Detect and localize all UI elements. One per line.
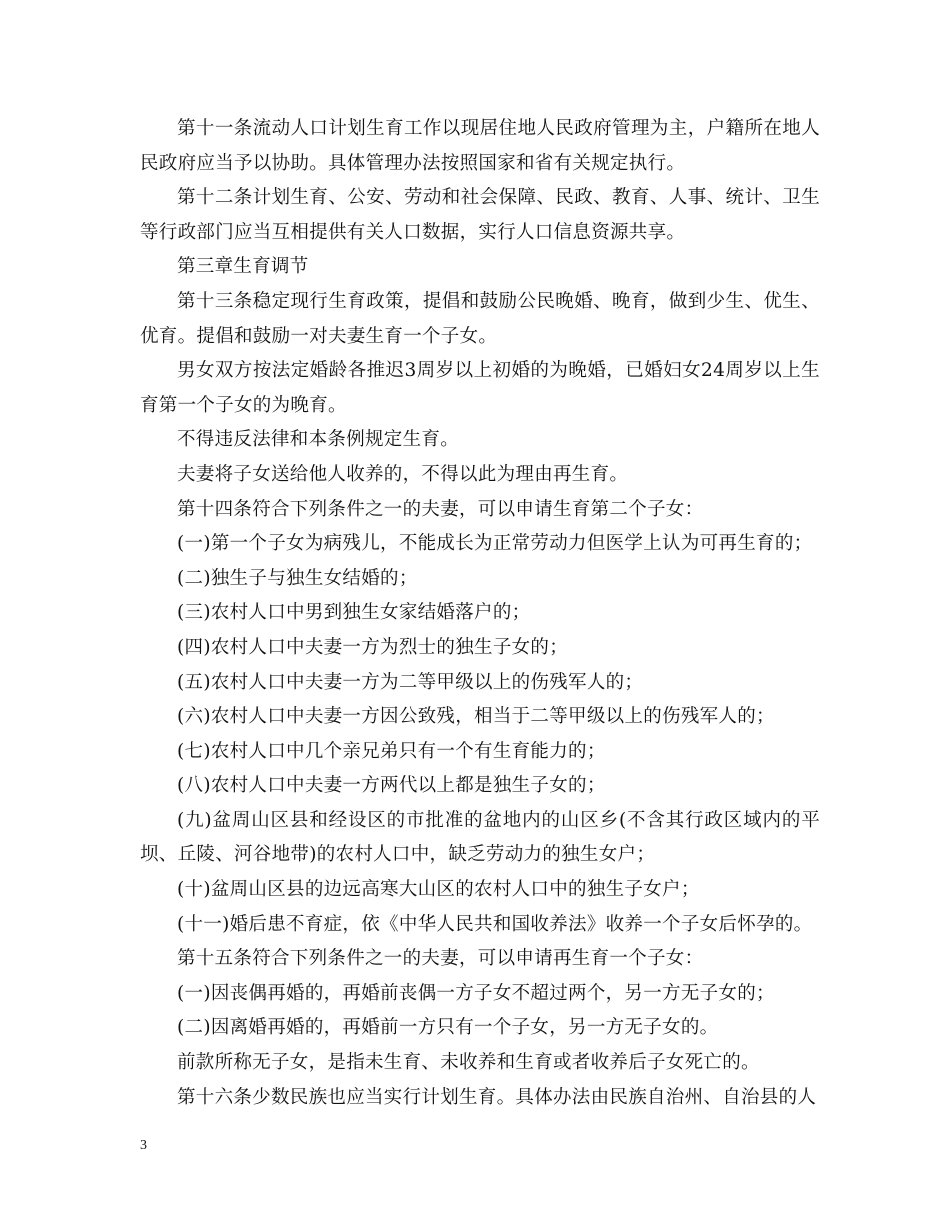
list-item: (十一)婚后患不育症，依《中华人民共和国收养法》收养一个子女后怀孕的。 (177, 913, 813, 935)
list-item: (五)农村人口中夫妻一方为二等甲级以上的伤残军人的； (177, 671, 644, 693)
list-item: (六)农村人口中夫妻一方因公致残，相当于二等甲级以上的伤残军人的； (177, 706, 775, 728)
list-item: (二)独生子与独生女结婚的； (177, 567, 418, 589)
list-item: (八)农村人口中夫妻一方两代以上都是独生子女的； (177, 775, 606, 797)
list-item: (四)农村人口中夫妻一方为烈士的独生子女的； (177, 636, 569, 658)
paragraph: 第十三条稳定现行生育政策，提倡和鼓励公民晚婚、晚育，做到少生、优生、优育。提倡和鼓励一对夫妻生育一个子女。 (140, 290, 820, 347)
list-item: (七)农村人口中几个亲兄弟只有一个有生育能力的； (177, 740, 606, 762)
list-item: (二)因离婚再婚的，再婚前一方只有一个子女，另一方无子女的。 (177, 1017, 719, 1039)
list-item: (九)盆周山区县和经设区的市批准的盆地内的山区乡(不含其行政区域内的平坝、丘陵、河谷地带)的农村人口中，缺乏劳动力的独生女户； (140, 809, 820, 866)
paragraph: 男女双方按法定婚龄各推迟3周岁以上初婚的为晚婚，已婚妇女24周岁以上生育第一个子女的为晚育。 (140, 360, 820, 416)
paragraph: 第十二条计划生育、公安、劳动和社会保障、民政、教育、人事、统计、卫生等行政部门应当互相提供有关人口数据，实行人口信息资源共享。 (140, 187, 820, 243)
list-item: (一)第一个子女为病残儿，不能成长为正常劳动力但医学上认为可再生育的； (177, 533, 813, 555)
list-item: (一)因丧偶再婚的，再婚前丧偶一方子女不超过两个，另一方无子女的； (177, 982, 775, 1004)
paragraph: 不得违反法律和本条例规定生育。 (177, 429, 460, 451)
paragraph: 第十四条符合下列条件之一的夫妻，可以申请生育第二个子女： (177, 498, 704, 520)
page-number: 3 (140, 1138, 147, 1153)
list-item: (三)农村人口中男到独生女家结婚落户的； (177, 602, 531, 624)
document-body (140, 112, 820, 1115)
list-item: (十)盆周山区县的边远高寒大山区的农村人口中的独生子女户； (177, 879, 700, 901)
paragraph: 第十六条少数民族也应当实行计划生育。具体办法由民族自治州、自治县的人 (177, 1086, 817, 1108)
paragraph: 前款所称无子女，是指未生育、未收养和生育或者收养后子女死亡的。 (177, 1052, 760, 1074)
chapter-heading: 第三章生育调节 (177, 256, 309, 278)
paragraph: 夫妻将子女送给他人收养的，不得以此为理由再生育。 (177, 463, 629, 485)
paragraph: 第十五条符合下列条件之一的夫妻，可以申请再生育一个子女： (177, 948, 704, 970)
paragraph: 第十一条流动人口计划生育工作以现居住地人民政府管理为主，户籍所在地人民政府应当予以协助。具体管理办法按照国家和省有关规定执行。 (140, 118, 820, 174)
